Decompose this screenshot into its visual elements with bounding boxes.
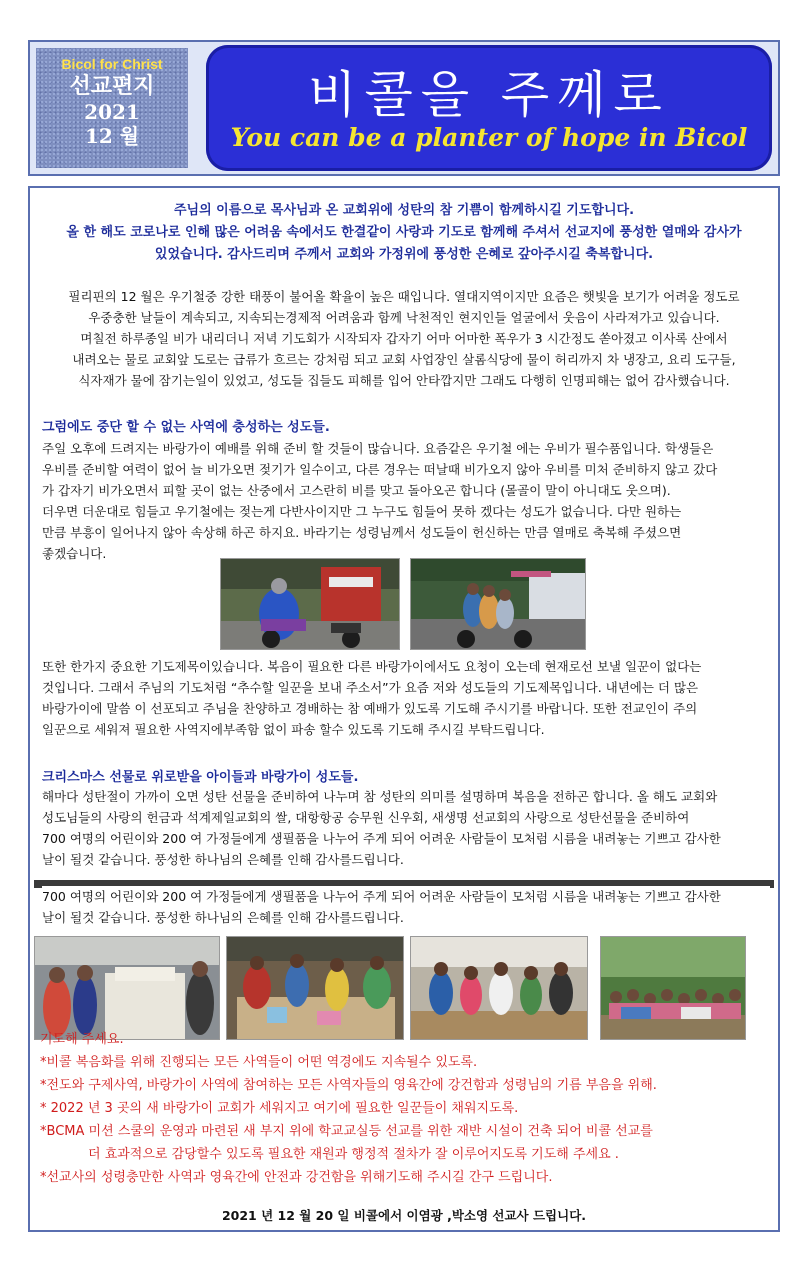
organization-name: Bicol for Christ	[61, 56, 163, 72]
section2-line: 해마다 성탄절이 가까이 오면 성탄 선물을 준비하여 나누며 참 성탄의 의미를 설명하며 복음을 전하곤 합니다. 올 해도 교회와	[42, 789, 718, 804]
prayer-list	[40, 1028, 657, 1189]
prayer-request-paragraph	[42, 656, 770, 740]
section1-line: 만큼 부흥이 일어나지 않아 속상해 하곤 하지요. 바라기는 성령님께서 성도들이 헌신하는 만큼 열매로 축복해 주셨으면	[42, 525, 682, 540]
section1-heading: 그럼에도 중단 할 수 없는 사역에 충성하는 성도들.	[42, 420, 330, 435]
greeting-line: 있었습니다. 감사드리며 주께서 교회와 가정위에 풍성한 은혜로 갚아주시길 축복합니다.	[154, 247, 654, 262]
intro-line: 내려오는 물로 교회앞 도로는 급류가 흐르는 강처럼 되고 교회 사업장인 살롬식당에 물이 허리까지 차 냉장고, 요리 도구들,	[72, 352, 736, 367]
photo-rain-motorcycle	[220, 558, 400, 650]
letter-info-box	[36, 48, 188, 168]
prayer-request-line: 바랑가이에 말씀 이 선포되고 주님을 찬양하고 경배하는 참 예배가 있도록 기도해 주시기를 바랍니다. 또한 전교인이 주의	[42, 701, 698, 716]
letter-body	[28, 186, 780, 1232]
intro-line: 우중충한 날들이 계속되고, 지속되는경제적 어려움과 함께 낙천적인 현지인들 얼굴에서 웃음이 사라져가고 있습니다.	[88, 310, 720, 325]
letter-month: 12 월	[84, 124, 140, 148]
letter-type: 선교편지	[69, 73, 155, 99]
page-subtitle: You can be a planter of hope in Bicol	[230, 123, 748, 152]
prayer-request-line: 것입니다. 그래서 주님의 기도처럼 “추수할 일꾼을 보내 주소서”가 요즘 저와 성도들의 기도제목입니다. 내년에는 더 많은	[42, 680, 699, 695]
section2-heading: 크리스마스 선물로 위로받을 아이들과 바랑가이 성도들.	[42, 770, 359, 785]
prayer-list-title: 기도해 주세요.	[40, 1032, 124, 1047]
section1-line: 좋겠습니다.	[42, 546, 107, 561]
prayer-request-line: 또한 한가지 중요한 기도제목이있습니다. 복음이 필요한 다른 바랑가이에서도 요청이 오는데 현재로선 보낼 일꾼이 없다는	[42, 659, 702, 674]
page-title: 비콜을 주께로	[308, 66, 670, 124]
greeting-line: 주님의 이름으로 목사님과 온 교회위에 성탄의 참 기쁨이 함께하시길 기도합니다.	[173, 203, 635, 218]
prayer-request-line: 일꾼으로 세워져 필요한 사역지에부족함 없이 파송 할수 있도록 기도해 주시길 부탁드립니다.	[42, 722, 545, 737]
letter-header	[28, 40, 780, 176]
photo-packing-gifts	[226, 936, 404, 1040]
prayer-item: *선교사의 성령충만한 사역과 영육간에 안전과 강건함을 위해기도해 주시길 간구 드립니다.	[40, 1170, 553, 1185]
letter-year: 2021	[84, 100, 140, 124]
photo-gift-distribution	[410, 936, 588, 1040]
prayer-item: 더 효과적으로 감당할수 있도록 필요한 재원과 행정적 절차가 잘 이루어지도록 기도해 주세요 .	[88, 1147, 619, 1162]
photo-motorcycle-riders	[410, 558, 586, 650]
section2-paragraph	[42, 786, 770, 870]
section1-paragraph	[42, 438, 770, 564]
greeting	[44, 200, 764, 266]
section2-line: 성도님들의 사랑의 헌금과 석계제일교회의 쌀, 대항항공 승무원 신우회, 새생명 선교회의 사랑으로 성탄선물을 준비하여	[42, 810, 690, 825]
section2-line: 700 여명의 어린이와 200 여 가정들에게 생필품을 나누어 주게 되어 어려운 사람들이 모처럼 시름을 내려놓는 기쁘고 감사한	[42, 831, 721, 846]
section1-line: 더우면 더운대로 힘들고 우기철에는 젖는게 다반사이지만 그 누구도 힘들어 못하 겠다는 성도가 없습니다. 다만 원하는	[42, 504, 682, 519]
greeting-line: 올 한 해도 코로나로 인해 많은 어려움 속에서도 한결같이 사랑과 기도로 함께해 주셔서 선교지에 풍성한 열매와 감사가	[66, 225, 742, 240]
intro-line: 필리핀의 12 월은 우기철중 강한 태풍이 불어올 확율이 높은 때입니다. 열대지역이지만 요즘은 햇빛을 보기가 어려울 정도로	[68, 289, 740, 304]
intro-paragraph	[36, 286, 772, 391]
intro-line: 며칠전 하루종일 비가 내리더니 저녁 기도회가 시작되자 갑자기 어마 어마한 폭우가 3 시간정도 쏟아졌고 이사록 산에서	[80, 331, 728, 346]
section2-repeat-line: 700 여명의 어린이와 200 여 가정들에게 생필품을 나누어 주게 되어 어려운 사람들이 모처럼 시름을 내려놓는 기쁘고 감사한	[42, 889, 721, 904]
section1-line: 가 갑자기 비가오면서 피할 곳이 없는 산중에서 고스란히 비를 맞고 돌아오곤 합니다 (몰골이 말이 아니대도 웃으며).	[42, 483, 671, 498]
section1-line: 주일 오후에 드려지는 바랑가이 예배를 위해 준비 할 것들이 많습니다. 요즘같은 우기철 에는 우비가 필수품입니다. 학생들은	[42, 441, 714, 456]
title-banner	[206, 45, 772, 171]
section1-line: 우비를 준비할 여력이 없어 늘 비가오면 젖기가 일수이고, 다른 경우는 떠날때 비가오지 않아 우비를 미처 준비하지 않고 갔다	[42, 462, 718, 477]
section2-repeat-line: 날이 될것 같습니다. 풍성한 하나님의 은혜를 인해 감사를드립니다.	[42, 910, 404, 925]
intro-line: 식자재가 물에 잠기는일이 있었고, 성도들 집들도 피해를 입어 안타깝지만 그래도 다행히 인명피해는 없어 감사했습니다.	[78, 373, 730, 388]
photo-rice-sacks	[34, 936, 220, 1040]
prayer-item: *BCMA 미션 스쿨의 운영과 마련된 새 부지 위에 학교교실등 선교를 위한 재반 시설이 건축 되어 비콜 선교를	[40, 1124, 653, 1139]
prayer-item: *전도와 구제사역, 바랑가이 사역에 참여하는 모든 사역자들의 영육간에 강건함과 성령님의 기름 부음을 위해.	[40, 1078, 657, 1093]
section2-repeat-paragraph	[42, 886, 770, 928]
signoff: 2021 년 12 월 20 일 비콜에서 이염광 ,박소영 선교사 드립니다.	[221, 1208, 587, 1223]
prayer-item: *비콜 복음화를 위해 진행되는 모든 사역들이 어떤 역경에도 지속될수 있도록.	[40, 1055, 478, 1070]
section2-line: 날이 될것 같습니다. 풍성한 하나님의 은혜를 인해 감사를드립니다.	[42, 852, 404, 867]
photo-children-group	[600, 936, 746, 1040]
prayer-item: * 2022 년 3 곳의 새 바랑가이 교회가 세워지고 여기에 필요한 일꾼들이 채워지도록.	[40, 1101, 519, 1116]
